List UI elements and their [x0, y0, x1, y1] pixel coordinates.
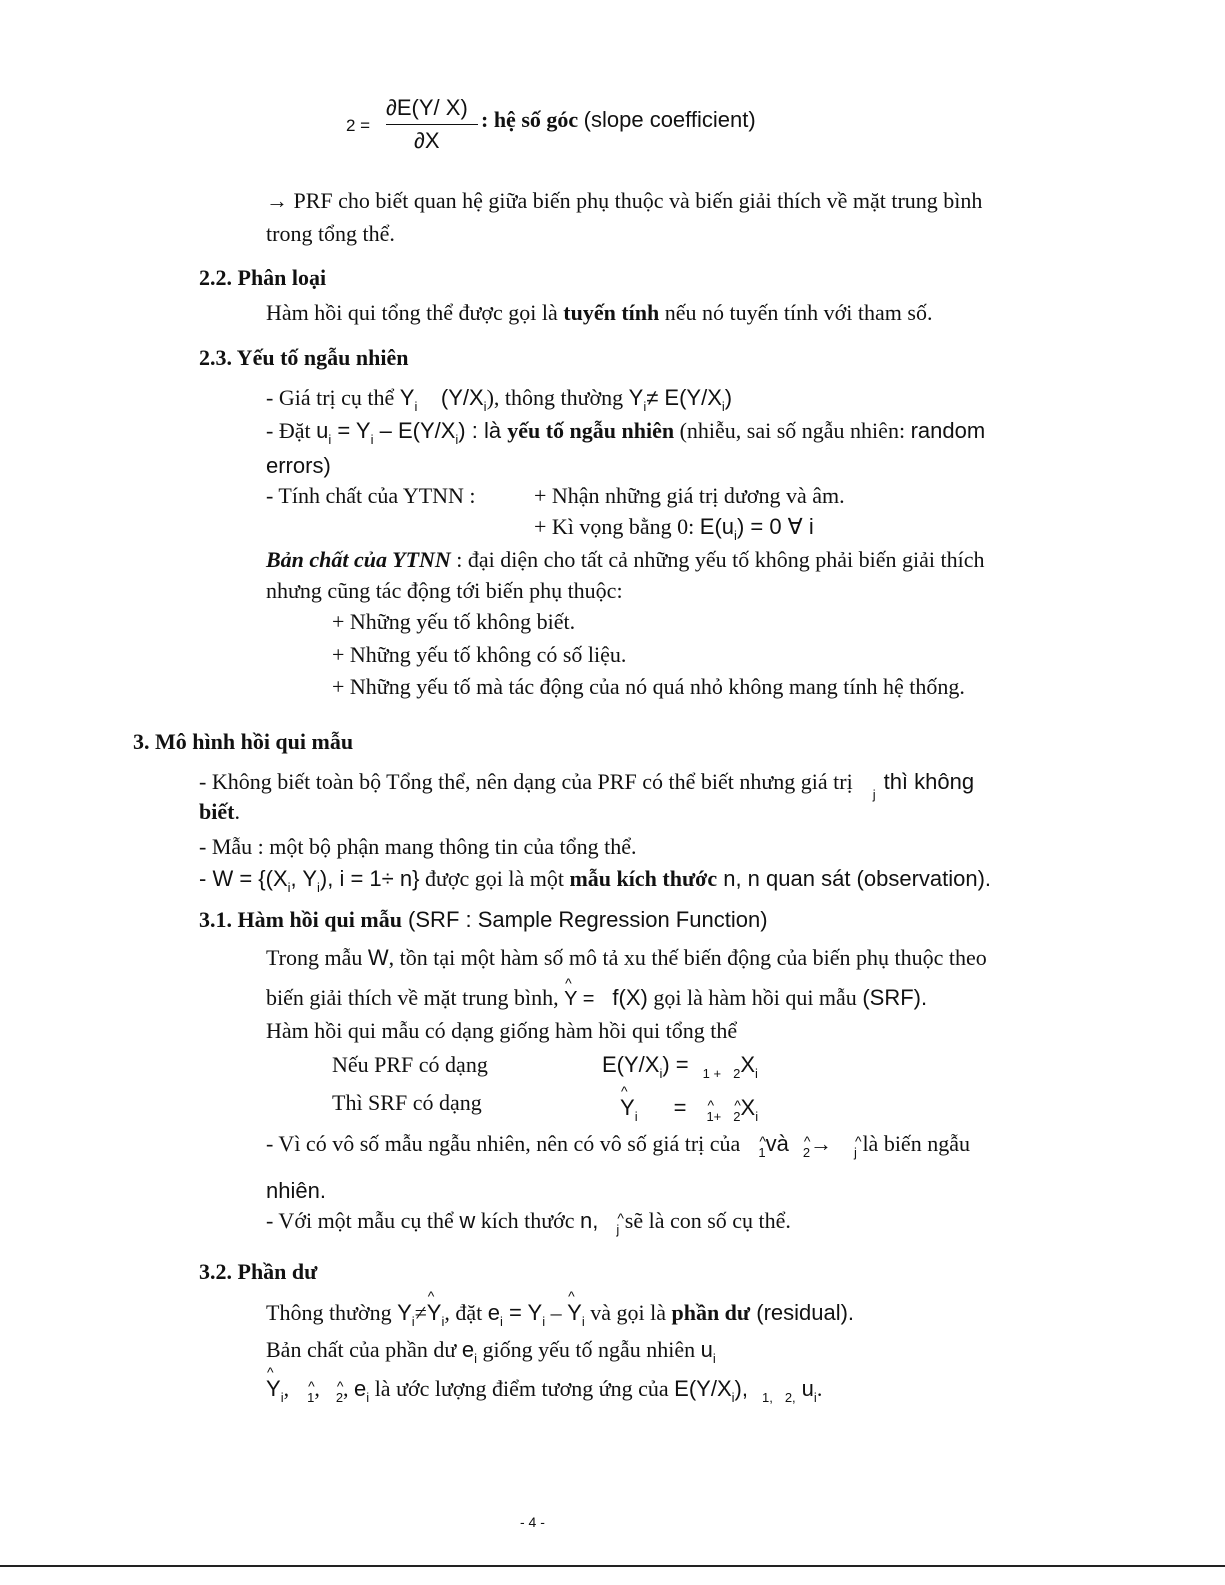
section-2-2-text — [266, 300, 932, 326]
t: Y — [397, 1300, 412, 1325]
t: w — [459, 1208, 476, 1233]
t-bold: biết — [199, 799, 235, 824]
t: và — [765, 1131, 789, 1156]
t: . — [234, 799, 240, 824]
heading-text: 3. Mô hình hồi qui mẫu — [133, 729, 354, 754]
heading-en: (SRF : Sample Regression Function) — [401, 907, 768, 932]
t: , — [283, 1376, 290, 1401]
sec23-line8: + Những yếu tố không biết. — [332, 609, 576, 634]
sec3-line1 — [199, 769, 975, 802]
t: Bản chất của phần dư — [266, 1337, 462, 1362]
sub: 2 — [733, 1066, 741, 1081]
t: - Đặt — [266, 418, 317, 443]
sub: i — [542, 1314, 546, 1329]
sec32-line3 — [266, 1376, 823, 1405]
sec23-line3: errors) — [266, 453, 331, 478]
t: e — [487, 1300, 500, 1325]
t: ) = — [662, 1052, 689, 1077]
sec23-line4a: - Tính chất của YTNN : — [266, 483, 476, 508]
t-bold: tuyến tính — [563, 300, 660, 325]
t-bold: mẫu kích thước — [569, 866, 718, 891]
sub: 2, — [784, 1390, 796, 1405]
t: ^ Y — [567, 1300, 582, 1326]
sec31-line2 — [266, 985, 927, 1011]
sub: i — [721, 399, 725, 414]
t: (nhiễu, sai số ngẫu nhiên: — [674, 418, 911, 443]
sub: ^ 1 — [758, 1145, 765, 1161]
sec31-line6 — [266, 1131, 970, 1160]
t: , đặt — [444, 1300, 488, 1325]
sec32-line2 — [266, 1337, 716, 1366]
t: gọi là hàm hồi qui mẫu — [647, 985, 863, 1010]
heading-text: 2.3. Yếu tố ngẫu nhiên — [199, 345, 409, 370]
t: thì không — [883, 769, 975, 794]
t: + Kì vọng bằng 0: — [534, 514, 700, 539]
t-bold: Bản chất của YTNN — [266, 547, 451, 572]
sub: i — [734, 528, 737, 543]
t: ) — [724, 385, 733, 410]
t: - W = {(X — [199, 866, 288, 891]
sec31-line4a: Nếu PRF có dạng — [332, 1052, 488, 1077]
sub: ^ 2 — [803, 1145, 810, 1161]
t: X — [740, 1052, 756, 1077]
sub: i — [455, 432, 459, 447]
sec23-line7: nhưng cũng tác động tới biến phụ thuộc: — [266, 578, 623, 603]
sec3-line4 — [199, 866, 992, 895]
sub: i — [441, 1314, 445, 1329]
t: e — [354, 1376, 367, 1401]
sub: i — [499, 1314, 503, 1329]
sub: i — [755, 1109, 759, 1124]
sub: i — [643, 399, 647, 414]
section-2-3-heading — [199, 345, 408, 371]
t: nếu nó tuyến tính với tham số. — [659, 300, 933, 325]
sub: i — [813, 1390, 817, 1405]
t: ) : là — [458, 418, 508, 443]
sub: 1 + — [702, 1066, 722, 1081]
sub: i — [634, 1109, 638, 1124]
t: (SRF). — [862, 985, 928, 1010]
sec31-line3: Hàm hồi qui mẫu có dạng giống hàm hồi qui tổng thể — [266, 1018, 738, 1043]
section-3-2-heading — [199, 1259, 317, 1285]
t: u — [801, 1376, 814, 1401]
t: – E(Y/X — [373, 418, 456, 443]
t: và gọi là — [584, 1300, 672, 1325]
t: = Y — [331, 418, 371, 443]
sec23-line2 — [266, 418, 986, 447]
fraction-bar — [386, 124, 478, 125]
slope-term-vi: : hệ số góc — [481, 107, 579, 132]
section-2-2-heading — [199, 265, 326, 291]
t: ≠ E(Y/X — [646, 385, 722, 410]
t: Trong mẫu — [266, 945, 368, 970]
sub: j — [872, 787, 876, 802]
sub: i — [280, 1390, 284, 1405]
t: Thông thường — [266, 1300, 398, 1325]
t: , tồn tại một hàm số mô tả xu thế biến động của biến phụ thuộc theo — [388, 945, 987, 970]
sub: ^ 2 — [336, 1390, 343, 1406]
sub: ^ j — [616, 1222, 619, 1238]
t: - Không biết toàn bộ Tổng thể, nên dạng của PRF có thể biết nhưng giá trị — [199, 769, 853, 794]
t: → — [810, 1131, 833, 1156]
t: giống yếu tố ngẫu nhiên — [476, 1337, 701, 1362]
prf-note-line2: trong tổng thể. — [266, 221, 395, 246]
t: là biến ngẫu — [856, 1131, 970, 1156]
t: random — [910, 418, 986, 443]
sub: ^ 2 — [733, 1109, 740, 1125]
t: ^ Y — [266, 1376, 281, 1402]
t: E(Y/X — [602, 1052, 660, 1077]
sec23-line4b: + Nhận những giá trị dương và âm. — [534, 483, 845, 508]
sec31-line1 — [266, 945, 987, 971]
sec23-line9: + Những yếu tố không có số liệu. — [332, 642, 627, 667]
t: : đại diện cho tất cả những yếu tố không phải biến giải thích — [450, 547, 985, 572]
sub: i — [411, 1314, 415, 1329]
sec3-line3: - Mẫu : một bộ phận mang thông tin của tổng thể. — [199, 834, 637, 859]
t: là ước lượng điểm tương ứng của — [369, 1376, 675, 1401]
prf-note-line1: → PRF cho biết quan hệ giữa biến phụ thuộc và biến giải thích về mặt trung bình — [266, 188, 983, 213]
t: kích thước — [475, 1208, 581, 1233]
sec31-line8 — [266, 1208, 791, 1237]
slope-term — [481, 107, 756, 133]
t: n, — [580, 1208, 599, 1233]
t: - Giá trị cụ thể — [266, 385, 400, 410]
heading-text: 2.2. Phân loại — [199, 265, 327, 290]
sub: i — [659, 1066, 663, 1081]
sub: i — [483, 399, 487, 414]
t: ), i = 1÷ n} — [319, 866, 420, 891]
t: ), — [734, 1376, 748, 1401]
t: $Y_i$ — [628, 385, 647, 414]
sub: ^ j — [854, 1145, 857, 1161]
t: Hàm hồi qui tổng thể được gọi là — [266, 300, 564, 325]
sub: ^ 1 — [307, 1390, 314, 1406]
t: n, n quan sát (observation). — [717, 866, 992, 891]
sub: i — [414, 399, 418, 414]
t-bold: phần dư — [671, 1300, 751, 1325]
section-3-heading — [133, 729, 353, 755]
t: , — [314, 1376, 320, 1401]
t: f(X) — [612, 985, 648, 1010]
sub: i — [317, 880, 320, 895]
t: được gọi là một — [419, 866, 570, 891]
sec23-line6 — [266, 547, 984, 573]
sub: 1, — [761, 1390, 773, 1405]
t: - Vì có vô số mẫu ngẫu nhiên, nên có vô số giá trị của — [266, 1131, 741, 1156]
t: ^ Y — [620, 1095, 635, 1121]
t: = Y — [502, 1300, 543, 1325]
t: , — [343, 1376, 355, 1401]
sub: i — [328, 432, 332, 447]
t: E(u — [699, 514, 735, 539]
t: - Với một mẫu cụ thể — [266, 1208, 460, 1233]
sec31-line5a: Thì SRF có dạng — [332, 1090, 482, 1115]
sub: i — [712, 1351, 716, 1366]
section-3-1-heading — [199, 907, 768, 933]
t-bold: yếu tố ngẫu nhiên — [507, 418, 675, 443]
t: ), thông thường — [486, 385, 629, 410]
sub: i — [581, 1314, 585, 1329]
t: biến giải thích về mặt trung bình, — [266, 985, 565, 1010]
t: $Y_i$ — [399, 385, 418, 414]
sub: i — [370, 432, 374, 447]
sec23-line5 — [534, 514, 814, 543]
sub: i — [287, 880, 291, 895]
sec32-line1 — [266, 1300, 855, 1329]
t: , Y — [290, 866, 318, 891]
t: ≠ — [414, 1300, 427, 1325]
slope-term-en: (slope coefficient) — [583, 107, 756, 132]
t: (Y/X — [440, 385, 484, 410]
sec31-line5b — [620, 1095, 759, 1124]
t: W — [367, 945, 389, 970]
sec3-line2 — [199, 799, 240, 825]
t: e — [461, 1337, 475, 1362]
heading-text: 3.2. Phần dư — [199, 1259, 318, 1284]
page-bottom-rule — [0, 1565, 1225, 1567]
sub: i — [731, 1390, 735, 1405]
formula-lhs: 2 = — [346, 116, 371, 135]
sub: i — [366, 1390, 370, 1405]
t: = — [673, 1095, 687, 1120]
page-number: - 4 - — [520, 1514, 545, 1530]
sec23-line1 — [266, 385, 733, 414]
sub: i — [474, 1351, 477, 1366]
heading-text: 3.1. Hàm hồi qui mẫu — [199, 907, 402, 932]
t: – — [545, 1300, 568, 1325]
sec31-line4b — [602, 1052, 758, 1081]
t: ^ Y — [427, 1300, 442, 1326]
t: (residual). — [750, 1300, 855, 1325]
t: u — [700, 1337, 713, 1362]
t: sẽ là con số cụ thể. — [619, 1208, 791, 1233]
t: ^ Y = — [564, 987, 594, 1011]
sec31-line7: nhiên. — [266, 1178, 326, 1203]
formula-denominator: ∂X — [414, 128, 440, 153]
t: u — [316, 418, 329, 443]
sub: i — [755, 1066, 758, 1081]
sec23-line10: + Những yếu tố mà tác động của nó quá nhỏ không mang tính hệ thống. — [332, 674, 965, 699]
t: E(Y/X — [674, 1376, 732, 1401]
formula-numerator: ∂E(Y/ X) — [386, 95, 468, 120]
t: ) = 0 ∀ i — [736, 514, 814, 539]
sub: ^ 1+ — [706, 1109, 721, 1125]
t: X — [740, 1095, 756, 1120]
t: . — [816, 1376, 823, 1401]
